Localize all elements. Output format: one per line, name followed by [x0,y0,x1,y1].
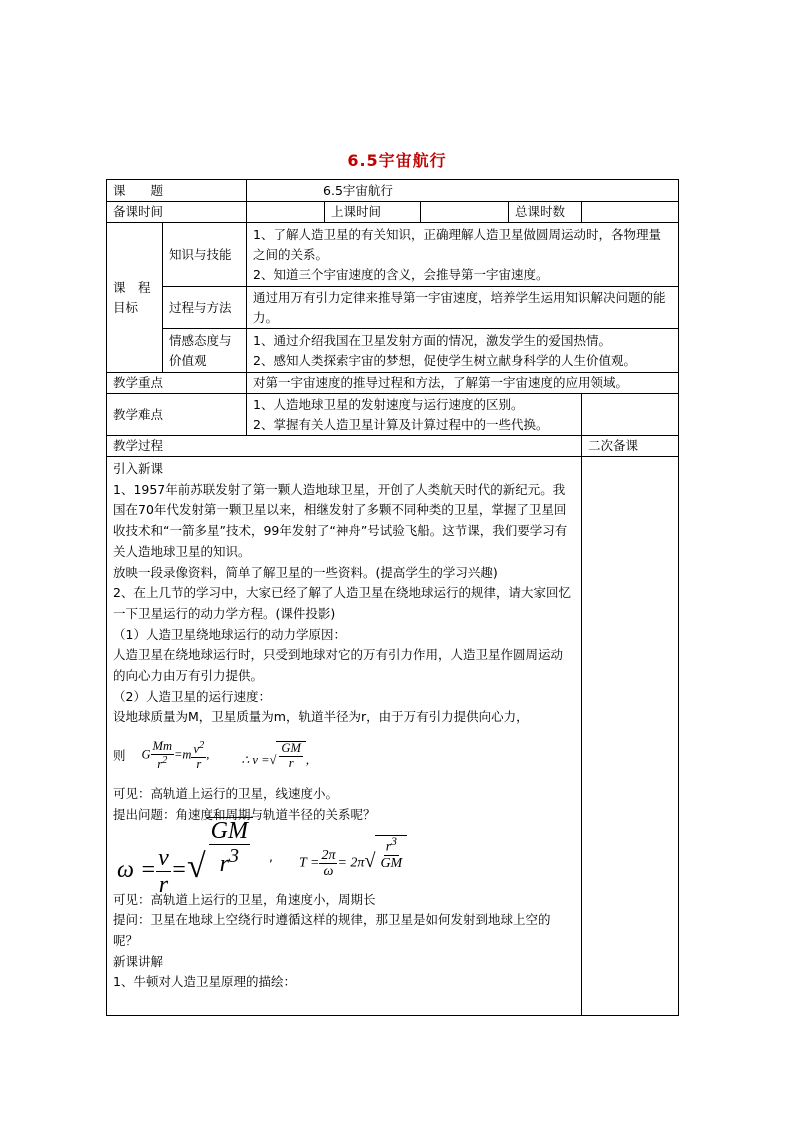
topic-value: 6.5宇宙航行 [247,180,679,202]
body-paragraph: 人造卫星在绕地球运行时，只受到地球对它的万有引力作用，人造卫星作圆周运动的向心力由万有引力提供。 [113,647,564,684]
key-text: 对第一宇宙速度的推导过程和方法，了解第一宇宙速度的应用领域。 [247,373,679,394]
body-paragraph: 提问：卫星在地球上空绕行时遵循这样的规律，那卫星是如何发射到地球上空的呢？ [113,912,551,948]
velocity-equation: ∴ v = √ $\frac{GM}{r}$ , [241,741,309,771]
emotion-item: 1、通过介绍我国在卫星发射方面的情况，激发学生的爱国热情。 [253,332,611,348]
body-paragraph: 可见：高轨道上运行的卫星，线速度小。 [113,786,339,802]
prep-time-label: 备课时间 [107,202,247,223]
process-header: 教学过程 [107,436,582,457]
topic-label: 课 题 [107,180,247,202]
body-paragraph: 引入新课 [113,461,164,476]
knowledge-label: 知识与技能 [163,223,247,287]
velocity-formula-row [113,728,575,784]
second-prep-column [582,457,679,1016]
body-paragraph: 1、1957年前苏联发射了第一颗人造地球卫星，开创了人类航天时代的新纪元。我国在70年代发射第一颗卫星以来，相继发射了多颗不同种类的卫星，掌握了卫星回收技术和“一箭多星”技术，99年发射了“神舟”号试验飞船。这节课，我们要学习有关人造地球卫星的知识。 [113,481,568,559]
period-equation: T = $\frac{2\pi}{\omega}$ = 2π √ $\frac{r^3}{GM}$ [299,835,407,879]
body-paragraph: 放映一段录像资料，简单了解卫星的一些资料。(提高学生的学习兴趣) [113,564,498,580]
knowledge-cell [247,223,679,287]
body-paragraph: 1、牛顿对人造卫星原理的描绘： [113,974,296,990]
emotion-cell [247,329,679,373]
total-hours-label: 总课时数 [509,202,582,223]
process-text: 通过用万有引力定律来推导第一宇宙速度，培养学生运用知识解决问题的能力。 [247,287,679,329]
second-prep-header: 二次备课 [582,436,679,457]
difficult-item: 1、人造地球卫星的发射速度与运行速度的区别。 [253,396,524,412]
key-label: 教学重点 [107,373,247,394]
formula-prefix: 则 [113,747,126,763]
body-paragraph: 新课讲解 [113,953,164,969]
process-label: 过程与方法 [163,287,247,329]
difficult-label: 教学难点 [107,394,247,436]
class-time-label: 上课时间 [325,202,421,223]
body-paragraph: 设地球质量为M，卫星质量为m，轨道半径为r，由于万有引力提供向心力， [113,709,529,725]
difficult-item: 2、掌握有关人造卫星计算及计算过程中的一些代换。 [253,416,549,432]
body-paragraph: 2、在上几节的学习中，大家已经了解了人造卫星在绕地球运行的规律，请大家回忆一下卫星运行的动力学方程。(课件投影) [113,585,571,621]
document-title: 6.5宇宙航行 [347,151,447,170]
lesson-plan-table [106,179,679,1016]
prep-time-value [247,202,325,223]
difficult-cell [247,394,582,436]
body-paragraph: （2）人造卫星的运行速度： [113,688,271,704]
difficult-blank [582,394,679,436]
knowledge-item: 2、知道三个宇宙速度的含义，会推导第一宇宙速度。 [253,266,549,282]
emotion-label: 情感态度与价值观 [163,329,247,373]
emotion-item: 2、感知人类探索宇宙的梦想，促使学生树立献身科学的人生价值观。 [253,352,636,368]
body-paragraph: 可见：高轨道上运行的卫星，角速度小，周期长 [113,891,376,907]
total-hours-value [582,202,679,223]
class-time-value [421,202,509,223]
goals-label: 课 程目标 [107,223,163,373]
body-paragraph: （1）人造卫星绕地球运行的动力学原因： [113,626,346,642]
body-paragraph: 提出问题：角速度和周期与轨道半径的关系呢？ [113,806,376,822]
gravity-equation: G $\frac{Mm}{r^2}$ =m $\frac{v^2}{r}$ , [141,739,210,772]
knowledge-item: 1、了解人造卫星的有关知识，正确理解人造卫星做圆周运动时，各物理量之间的关系。 [253,226,661,262]
teaching-process-body [107,457,582,1016]
angular-formula-row: ω = $\frac{v}{r}$ = √ $\frac{GM}{r^3}$ , T = $\frac{2\pi}{\omega}$ = 2π √ $\frac{r^3}{GM}$ [113,826,575,890]
angular-velocity-equation: ω = $\frac{v}{r}$ = √ $\frac{GM}{r^3}$ [117,817,253,898]
